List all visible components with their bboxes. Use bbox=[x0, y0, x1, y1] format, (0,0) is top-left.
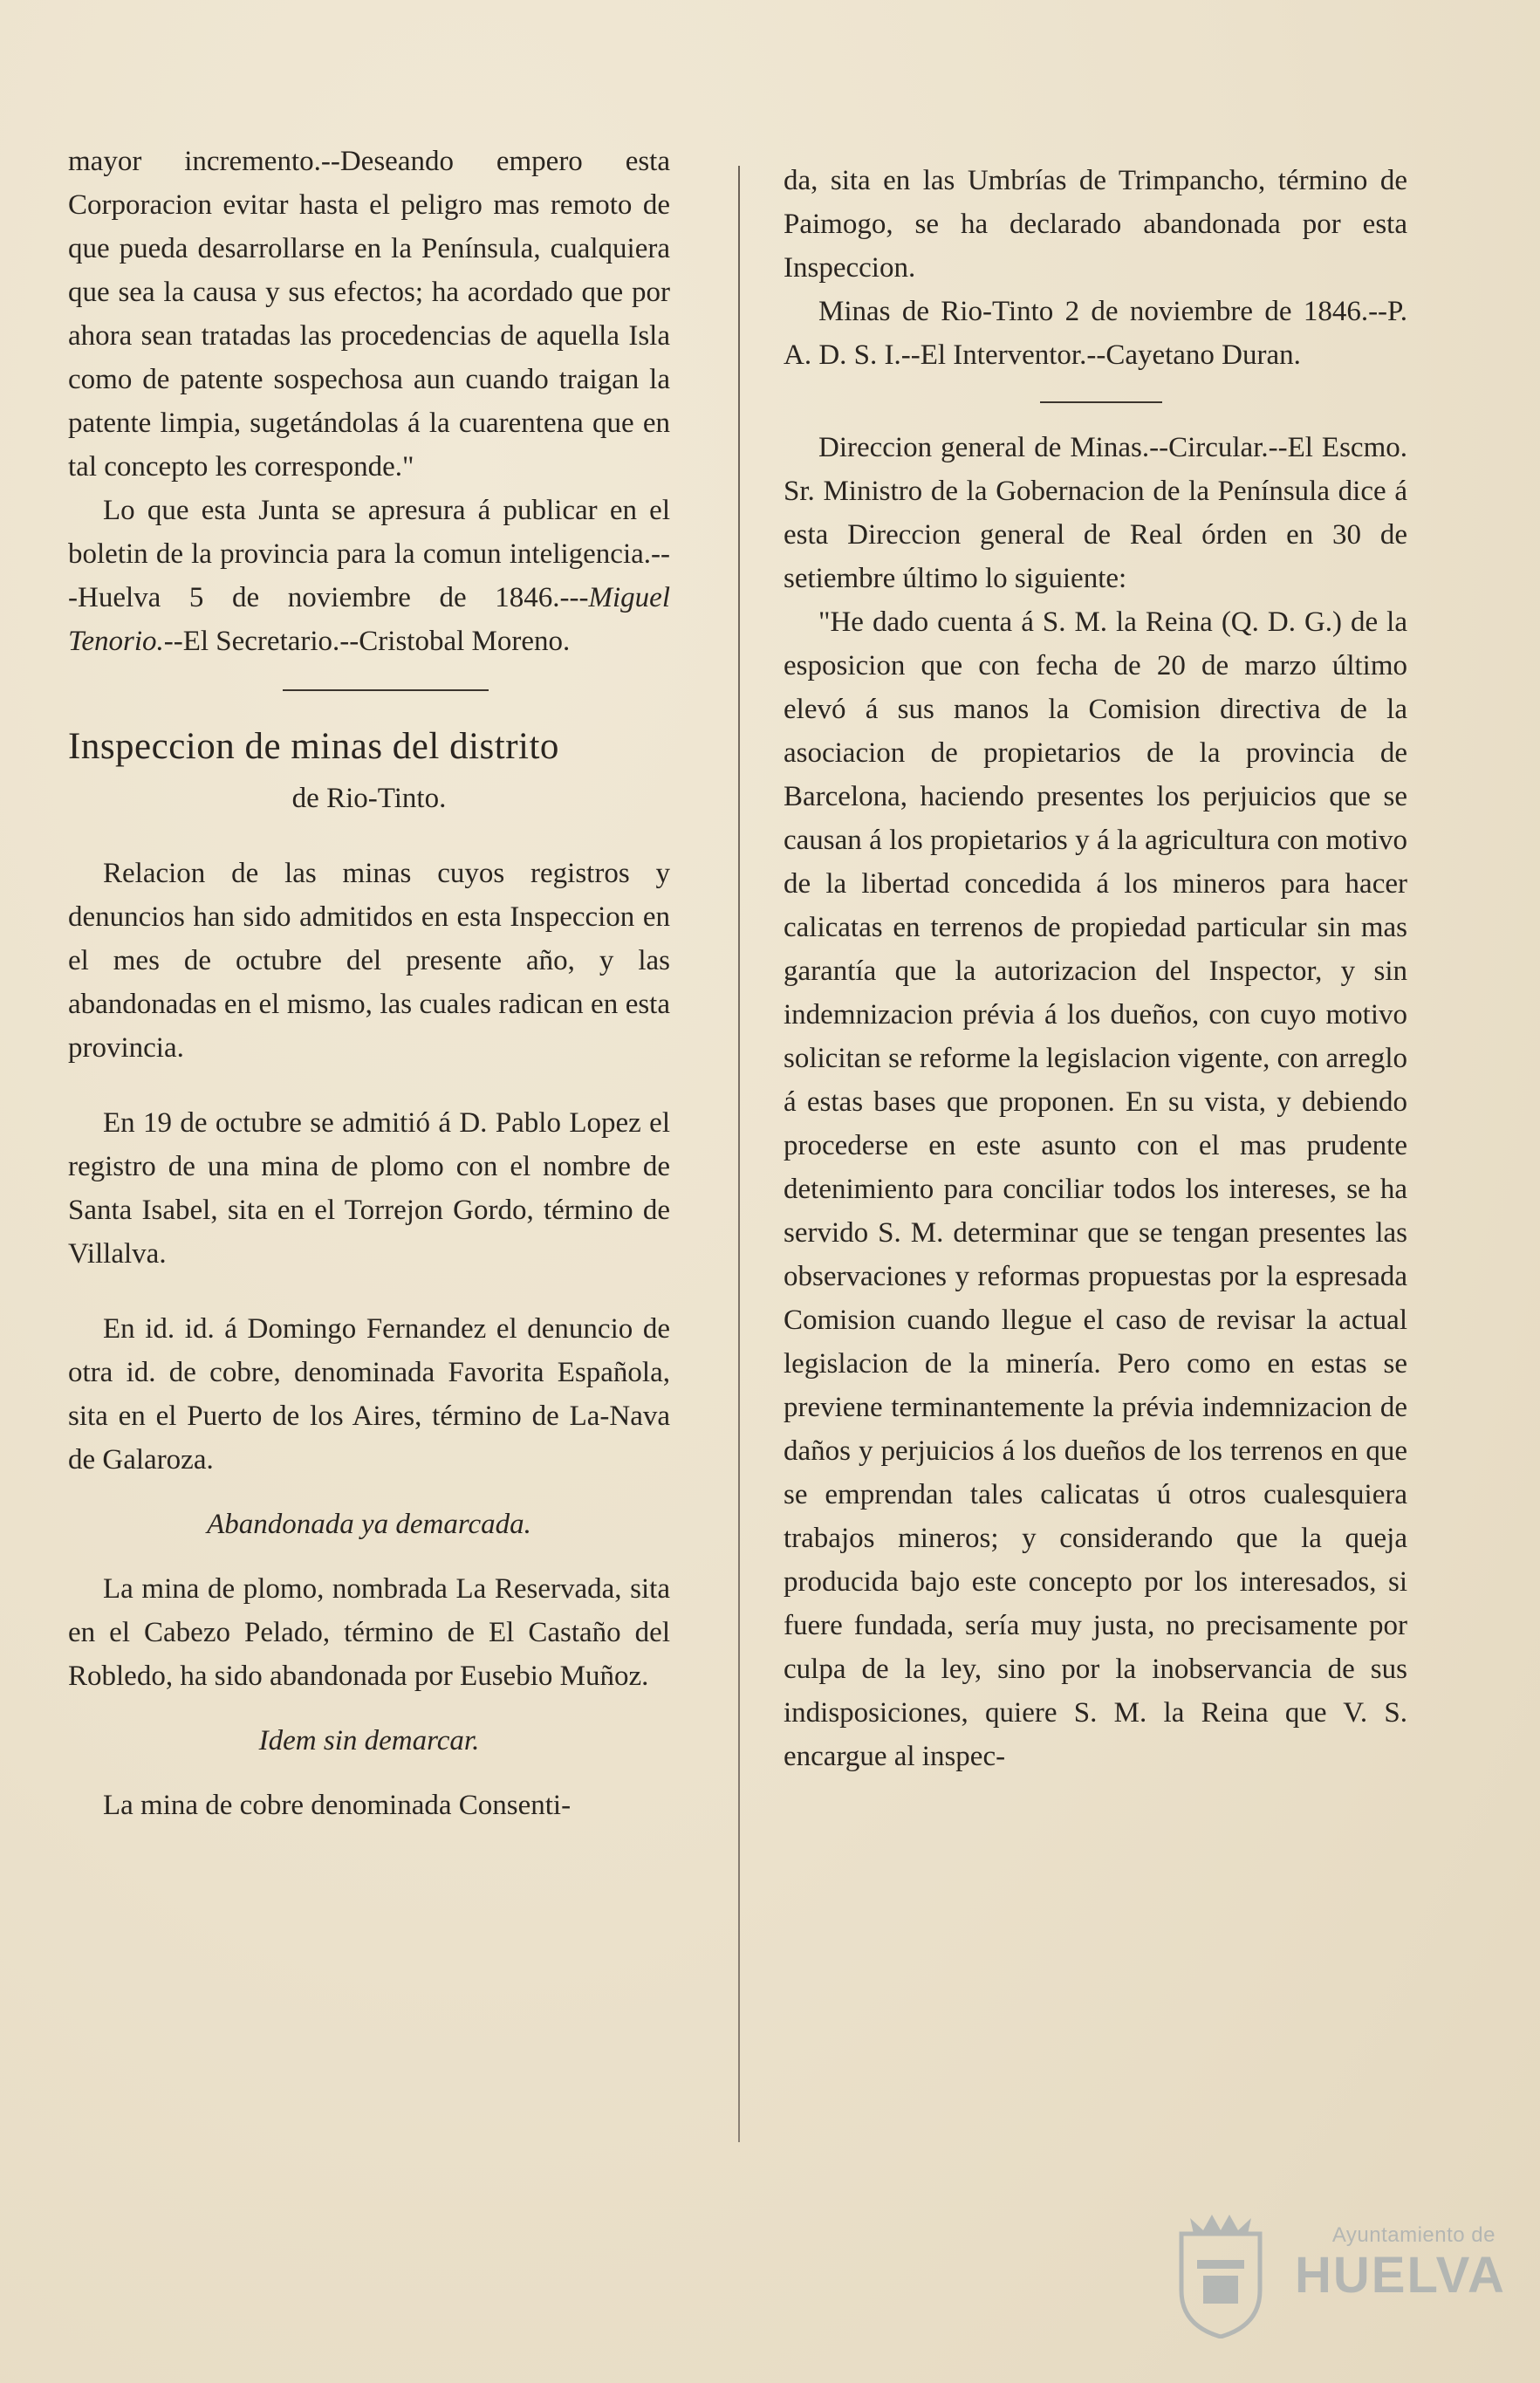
paragraph-rio-tinto-signature: Minas de Rio-Tinto 2 de noviembre de 1846.--P. A. D. S. I.--El Interventor.--Cayetano Duran. bbox=[784, 296, 1407, 371]
right-column bbox=[784, 159, 1407, 1778]
watermark-line1: Ayuntamiento de bbox=[1331, 2223, 1496, 2247]
watermark-logo bbox=[1164, 2208, 1506, 2338]
section-divider bbox=[1040, 401, 1162, 403]
heading-abandoned bbox=[68, 1503, 670, 1546]
section-divider bbox=[283, 689, 489, 691]
paragraph-intro: Relacion de las minas cuyos registros y denuncios han sido admitidos en esta Inspeccion en el mes de octubre del presente año, y las abandonadas en el mismo, las cuales radican en esta provincia. bbox=[68, 858, 670, 1064]
entry-favorita-espanola: En id. id. á Domingo Fernandez el denuncio de otra id. de cobre, denominada Favorita Española, sita en el Puerto de los Aires, término de La-Nava de Galaroza. bbox=[68, 1313, 670, 1476]
signer-name: Miguel Tenorio. bbox=[68, 582, 670, 657]
entry-consentida: La mina de cobre denominada Consenti- bbox=[103, 1790, 572, 1821]
paragraph-royal-order: "He dado cuenta á S. M. la Reina (Q. D. G.) de la esposicion que con fecha de 20 de marzo último elevó á sus manos la Comision directiva de la asociacion de propietarios de la provincia de Barcelona, haciendo presentes los perjuicios que se causan á los propietarios y á la agricultura con motivo de la libertad concedida á los mineros para hacer calicatas en terrenos de propiedad particular sin mas garantía que la autorizacion del Inspector, y sin indemnizacion prévia á los dueños, con cuyo motivo solicitan se reforme la legislacion vigente, con arreglo á estas bases que proponen. En su vista, y debiendo procederse en este asunto con el mas prudente detenimiento para conciliar todos los intereses, se ha servido S. M. determinar que se tengan presentes las observaciones y reformas propuestas por la espresada Comision cuando llegue el caso de revisar la actual legislacion de la minería. Pero como en estas se previene terminantemente la prévia indemnizacion de daños y perjuicios á los dueños de los terrenos en que se emprendan tales calicatas ú otros cualesquiera trabajos mineros; y considerando que la queja producida bajo este concepto por los interesados, si fuere fundada, sería muy justa, no precisamente por culpa de la ley, sino por la inobservancia de sus indisposiciones, quiere S. M. la Reina que V. S. encargue al inspec- bbox=[784, 606, 1407, 1772]
paragraph-quarantine: mayor incremento.--Deseando empero esta Corporacion evitar hasta el peligro mas remoto de que pueda desarrollarse en la Península, cualquiera que sea la causa y sus efectos; ha acordado que por ahora sean tratadas las procedencias de aquella Isla como de patente sospechosa aun cuando traigan la patente limpia, sugetándolas á la cuarentena que en tal concepto les corresponde." bbox=[68, 146, 670, 483]
heading-idem-text: Idem sin demarcar. bbox=[258, 1725, 480, 1756]
left-column bbox=[68, 140, 670, 1827]
heading-abandoned-text: Abandonada ya demarcada. bbox=[207, 1509, 531, 1540]
heading-idem bbox=[68, 1719, 670, 1763]
paragraph-circular: Direccion general de Minas.--Circular.--El Escmo. Sr. Ministro de la Gobernacion de la Península dice á esta Direccion general de Real órden en 30 de setiembre último lo siguiente: bbox=[784, 432, 1407, 594]
entry-santa-isabel: En 19 de octubre se admitió á D. Pablo Lopez el registro de una mina de plomo con el nombre de Santa Isabel, sita en el Torrejon Gordo, término de Villalva. bbox=[68, 1107, 670, 1270]
shield-icon bbox=[1164, 2208, 1277, 2338]
entry-la-reservada: La mina de plomo, nombrada La Reservada, sita en el Cabezo Pelado, término de El Castaño del Robledo, ha sido abandonada por Eusebio Muñoz. bbox=[68, 1573, 670, 1692]
watermark-line2: HUELVA bbox=[1295, 2247, 1506, 2304]
paragraph-consentida-cont: da, sita en las Umbrías de Trimpancho, término de Paimogo, se ha declarado abandonada por esta Inspeccion. bbox=[784, 165, 1407, 284]
junta-notice-tail: --El Secretario.--Cristobal Moreno. bbox=[163, 626, 571, 657]
section-title: Inspeccion de minas del distrito bbox=[68, 726, 559, 767]
paragraph-junta-notice bbox=[68, 489, 670, 663]
section-subtitle: de Rio-Tinto. bbox=[291, 783, 447, 814]
column-divider bbox=[738, 166, 740, 2142]
junta-notice-text: Lo que esta Junta se apresura á publicar en el boletin de la provincia para la comun inteligencia.---Huelva 5 de noviembre de 1846.--- bbox=[68, 495, 670, 613]
